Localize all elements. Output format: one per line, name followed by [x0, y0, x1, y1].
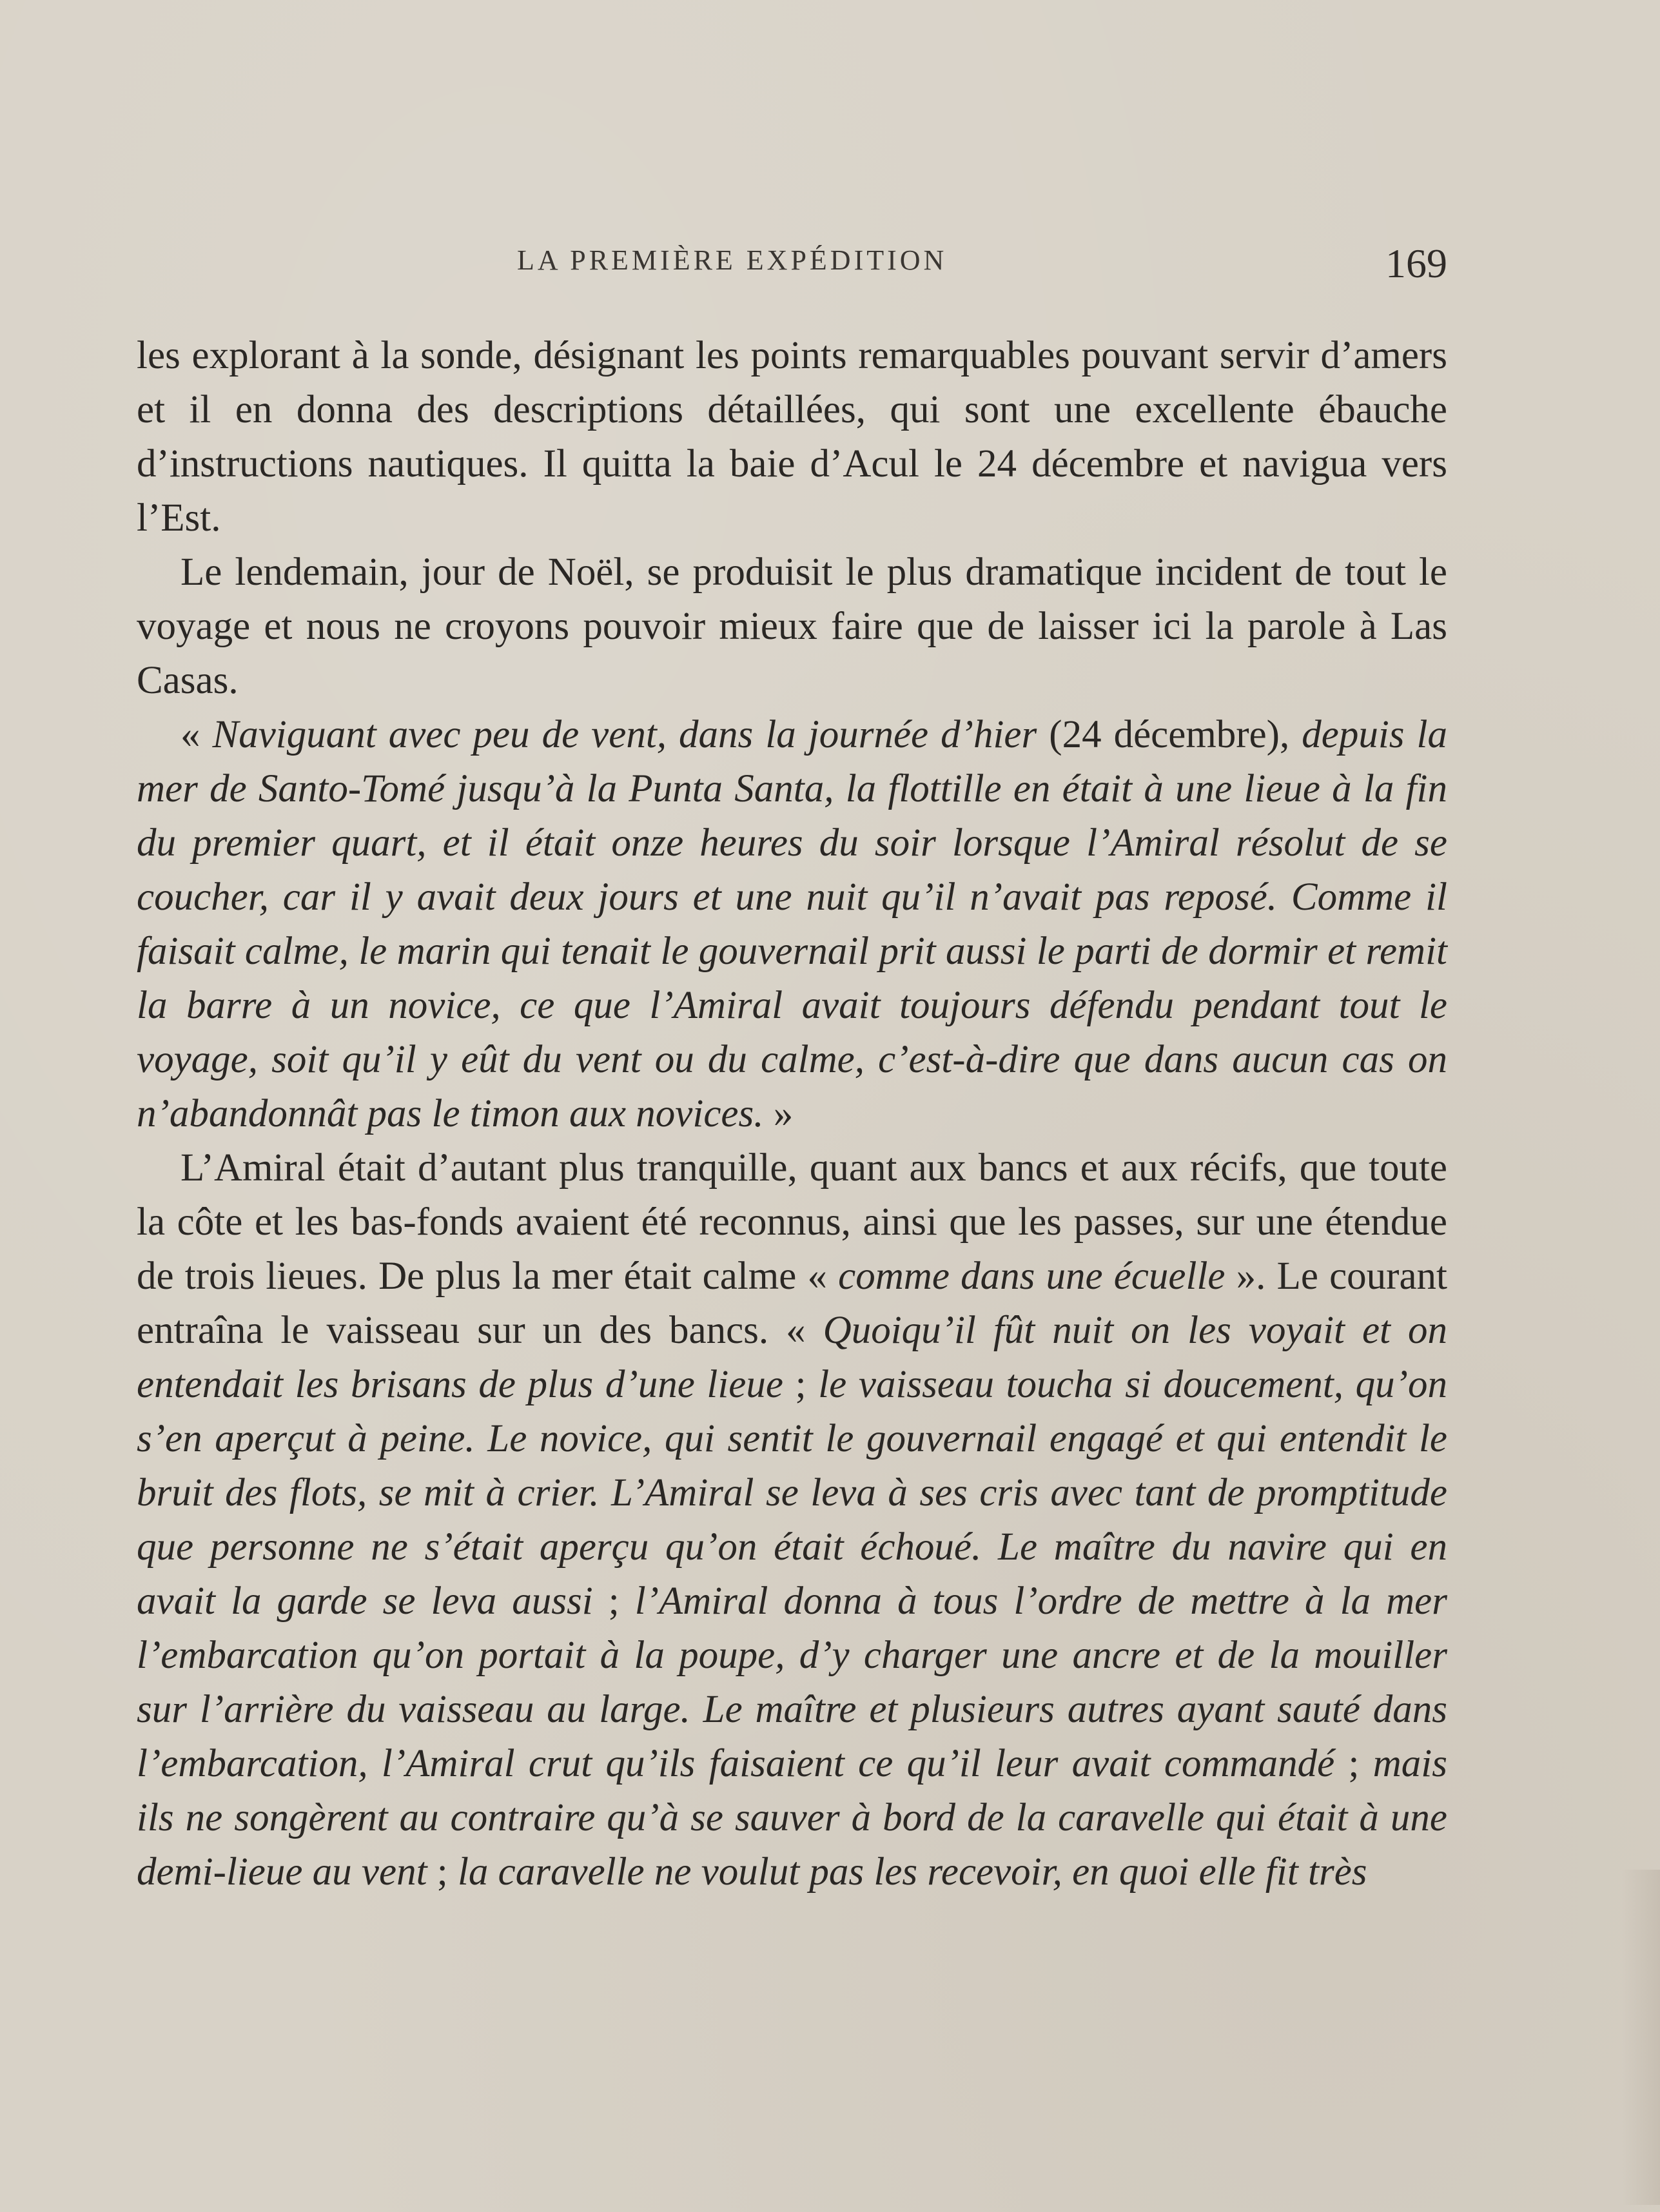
body-text	[137, 329, 1447, 1899]
open-quote: «	[181, 713, 213, 756]
running-head	[137, 240, 1447, 295]
quote-italic-2: depuis la mer de Santo-Tomé jusqu’à la Punta Santa, la flottille en était à une lieue à la fin du premier quart, et il était onze heures du soir lorsque l’Amiral résolut de se coucher, car il y avait deux jours et une nuit qu’il n’avait pas reposé. Comme il faisait calme, le marin qui tenait le gouvernail prit aussi le parti de dormir et remit la barre à un novice, ce que l’Amiral avait toujours défendu pendant tout le voyage, soit qu’il y eût du vent ou du calme, c’est-à-dire que dans aucun cas on n’abandonnât pas le timon aux novices.	[137, 713, 1448, 1135]
paragraph-1: les explorant à la sonde, désignant les points remarquables pouvant servir d’amers et il en donna des descriptions détaillées, qui sont une excellente ébauche d’instructions nautiques. Il quitta la baie d’Acul le 24 décembre et navigua vers l’Est.	[137, 334, 1447, 540]
paragraph-3-quotation	[137, 708, 1447, 1141]
quote-italic-1: Naviguant avec peu de vent, dans la journée d’hier	[212, 713, 1050, 756]
p4-italic-1: comme dans une écuelle	[838, 1255, 1225, 1298]
p4-italic-4: l’Amiral donna à tous l’ordre de mettre à la mer l’embarcation qu’on portait à la poupe, d’y charger une ancre et de la mouiller sur l’arrière du vaisseau au large. Le maître et plusieurs autres ayant sauté dans l’embarcation, l’Amiral crut qu’ils faisaient ce qu’il leur avait commandé	[137, 1580, 1447, 1785]
p4-italic-6: la caravelle ne voulut pas les recevoir, en quoi elle fit très	[457, 1850, 1367, 1894]
p4-roman-6: ;	[427, 1850, 458, 1894]
paragraph-4	[137, 1141, 1447, 1899]
running-title: LA PREMIÈRE EXPÉDITION	[517, 244, 948, 276]
p4-roman-5: ;	[1334, 1742, 1373, 1785]
p4-roman-2: ». Le courant entraîna le vaisseau sur un des bancs. «	[137, 1255, 1448, 1352]
p4-roman-1: L’Amiral était d’autant plus tranquille, quant aux bancs et aux récifs, que toute la côte et les bas-fonds avaient été reconnus, ainsi que les passes, sur une étendue de trois lieues. De plus la mer était calme «	[137, 1146, 1447, 1298]
page-edge-stain	[1621, 1870, 1660, 2205]
page-number: 169	[1385, 240, 1447, 286]
p4-roman-4: ;	[592, 1580, 635, 1623]
close-quote: »	[763, 1092, 794, 1135]
p4-roman-3: ;	[783, 1363, 819, 1406]
quote-roman-date: (24 décembre),	[1049, 713, 1302, 756]
p4-italic-3: le vaisseau toucha si doucement, qu’on s’en aperçut à peine. Le novice, qui sentit le gouvernail engagé et qui entendit le bruit des flots, se mit à crier. L’Amiral se leva à ses cris avec tant de promptitude que personne ne s’était aperçu qu’on était échoué. Le maître du navire qui en avait la garde se leva aussi	[137, 1363, 1447, 1623]
p4-italic-5: mais ils ne songèrent au contraire qu’à se sauver à bord de la caravelle qui était à une demi-lieue au vent	[137, 1742, 1447, 1894]
paragraph-2: Le lendemain, jour de Noël, se produisit le plus dramatique incident de tout le voyage et nous ne croyons pouvoir mieux faire que de laisser ici la parole à Las Casas.	[137, 551, 1447, 702]
p4-italic-2: Quoiqu’il fût nuit on les voyait et on entendait les brisans de plus d’une lieue	[137, 1309, 1447, 1406]
